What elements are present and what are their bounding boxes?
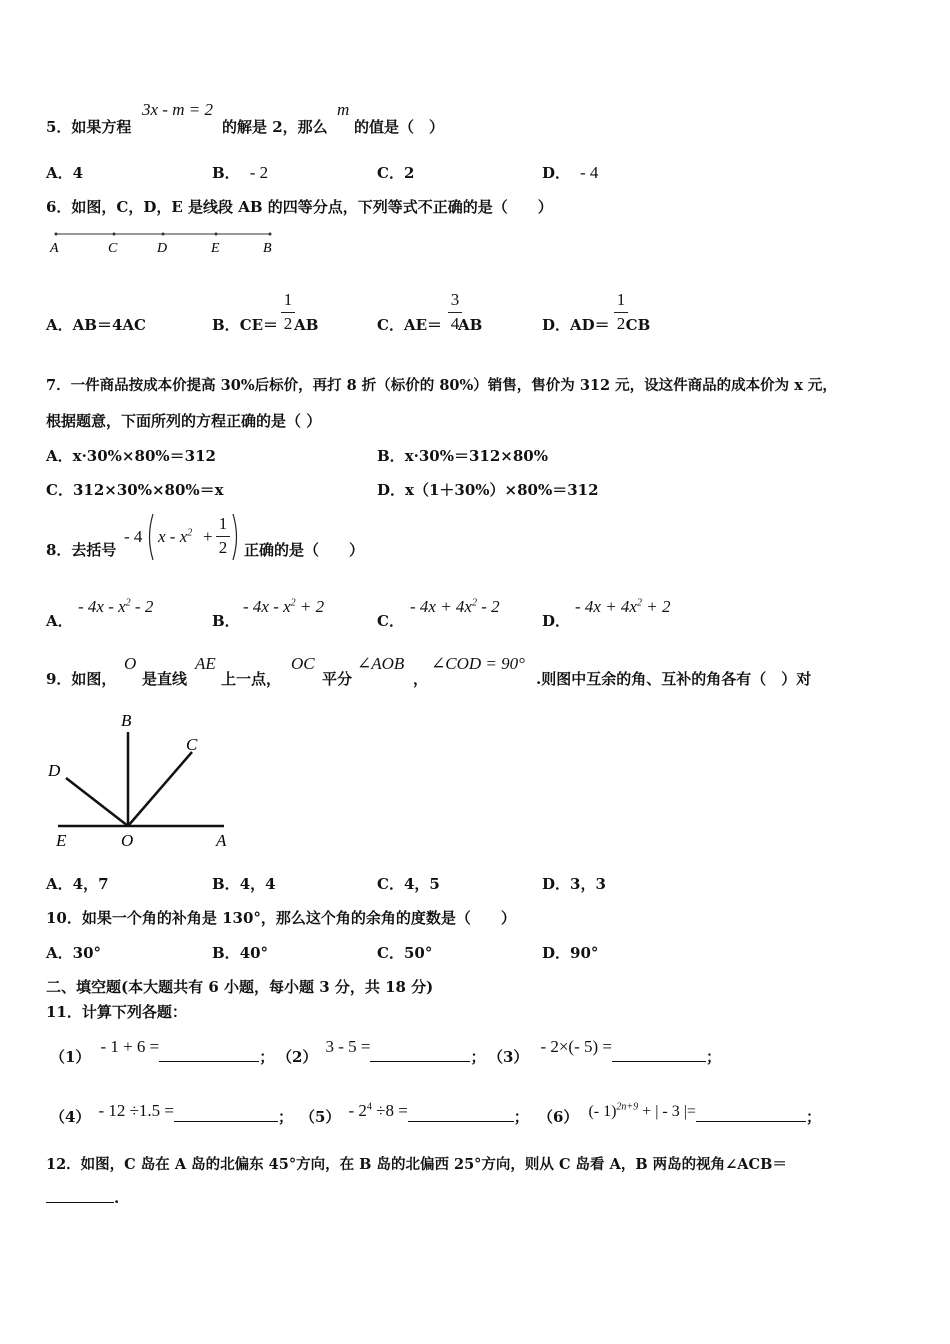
q11-item-3: （3）- 2×(- 5) =；: [488, 1037, 722, 1066]
q8-option-c-label: C．: [377, 612, 404, 630]
q9-angle-cod: ∠COD = 90°: [431, 654, 525, 673]
q6-c-frac-den: 4: [450, 314, 460, 333]
section-heading: 二、填空题(本大题共有 6 小题，每小题 3 分，共 18 分): [46, 978, 434, 996]
q5-stem-b: 的解是 2，那么: [222, 118, 328, 136]
q6-d-frac-bar: [614, 312, 628, 313]
point-e-dot: [215, 233, 218, 236]
label-d: D: [48, 761, 61, 780]
q6-c-frac-num: 3: [450, 290, 460, 309]
q10-stem: 10．如果一个角的补角是 130°，那么这个角的余角的度数是（ ）: [46, 909, 516, 927]
label-b: B: [121, 711, 132, 730]
q7-option-b: B．x·30%＝312×80%: [377, 447, 548, 465]
q8-right-paren: [231, 512, 241, 562]
q9-point-o: O: [124, 654, 137, 673]
q7-option-d: D．x（1＋30%）×80%＝312: [377, 481, 599, 499]
q8-option-d-label: D．: [542, 612, 571, 630]
q8-option-b-expr: - $4x - x^2 + 2$: [243, 597, 325, 616]
q8-frac-bar: [216, 536, 230, 537]
q11-item-2: （2）3 - 5 =；: [277, 1037, 486, 1066]
q6-option-b: B．CE＝ AB: [212, 316, 319, 334]
q10-option-a: A．30°: [46, 944, 102, 962]
q8-frac-num: 1: [218, 514, 228, 533]
q9-ray-oc: OC: [291, 654, 315, 673]
label-a: A: [216, 831, 227, 850]
q5-variable: m: [337, 100, 350, 119]
q7-option-c: C．312×30%×80%＝x: [46, 481, 224, 499]
q11-item-5: $(5) - 2^4 \div 8$ = ；: [300, 1101, 529, 1126]
point-b-label: B: [263, 241, 272, 256]
q10-option-c: C．50°: [377, 944, 433, 962]
q6-option-d: D．AD＝ CB: [542, 316, 651, 334]
point-d-dot: [162, 233, 165, 236]
point-a-dot: [55, 233, 58, 236]
q8-stem-a: 8．去括号: [46, 541, 117, 559]
q9-option-c: C．4，5: [377, 875, 440, 893]
label-o: O: [121, 831, 134, 850]
q9-stem-e: .则图中互余的角、互补的角各有（ ）对: [536, 670, 812, 688]
q9-option-d: D．3，3: [542, 875, 606, 893]
q8-option-a-expr: - $4x - x^2 - 2$: [78, 597, 154, 616]
q8-option-c-expr: - $4x + 4x^2 - 2$: [410, 597, 500, 616]
q6-segment-figure: [44, 224, 284, 260]
label-e: E: [56, 831, 67, 850]
q11-item-1: （1）- 1 + 6 =；: [50, 1037, 275, 1066]
q6-stem: 6．如图，C，D，E 是线段 AB 的四等分点，下列等式不正确的是（ ）: [46, 198, 553, 216]
q6-option-c: C．AE＝ AB: [377, 316, 483, 334]
q9-angle-figure: [44, 708, 244, 858]
q9-option-b: B．4，4: [212, 875, 276, 893]
q11-item-6: （6） (- 1)$^{2n+9}$ + | - 3 |= ；: [538, 1101, 821, 1126]
q6-d-frac-den: 2: [616, 314, 626, 333]
q5-option-c: C．2: [377, 164, 415, 182]
q9-stem-a: 9．如图，: [46, 670, 117, 688]
q8-expr-inner: x - $x^2$: [158, 527, 193, 546]
q9-stem-b: 是直线: [142, 670, 188, 688]
point-d-label: D: [157, 241, 168, 256]
q9-comma: ，: [413, 670, 429, 688]
q12-stem: 12．如图，C 岛在 A 岛的北偏东 45°方向，在 B 岛的北偏西 25°方向，则从 C 岛看 A，B 两岛的视角∠ACB＝: [46, 1156, 787, 1173]
q5-option-b: B． - 2: [212, 163, 269, 182]
q9-line-ae: AE: [195, 654, 216, 673]
q11-stem: 11．计算下列各题：: [46, 1003, 187, 1021]
q5-equation: 3x - m = 2: [142, 100, 213, 119]
q6-b-frac-den: 2: [283, 314, 293, 333]
q7-option-a: A．x·30%×80%＝312: [46, 447, 216, 465]
q5-stem-a: 5．如果方程: [46, 118, 132, 136]
q10-option-d: D．90°: [542, 944, 599, 962]
q6-option-a: A．AB＝4AC: [46, 316, 146, 334]
q8-frac-den: 2: [218, 538, 228, 557]
point-b-dot: [269, 233, 272, 236]
ray-od: [66, 778, 128, 826]
q10-option-b: B．40°: [212, 944, 269, 962]
point-c-label: C: [108, 241, 118, 256]
q8-expr-coef: - 4: [124, 527, 143, 546]
q6-b-frac-num: 1: [283, 290, 293, 309]
ray-oc: [128, 752, 192, 826]
point-a-label: A: [50, 241, 59, 256]
q9-stem-c: 上一点，: [221, 670, 282, 688]
q5-option-a: A．4: [46, 164, 84, 182]
q7-stem-line2: 根据题意，下面所列的方程正确的是（ ）: [46, 412, 322, 430]
label-c: C: [186, 735, 198, 754]
q12-answer-line: .: [46, 1188, 119, 1207]
q6-c-frac-bar: [448, 312, 462, 313]
q6-b-frac-bar: [281, 312, 295, 313]
q6-d-frac-num: 1: [616, 290, 626, 309]
q7-stem-line1: 7．一件商品按成本价提高 30%后标价，再打 8 折（标价的 80%）销售，售价为 312 元，设这件商品的成本价为 x 元，: [46, 377, 837, 394]
q9-angle-aob: ∠AOB: [357, 654, 405, 673]
q9-stem-d: 平分: [322, 670, 353, 688]
q11-item-4: （4） - 12 ÷1.5 = ；: [50, 1101, 294, 1126]
q9-option-a: A．4，7: [46, 875, 109, 893]
q8-option-d-expr: - $4x + 4x^2 + 2$: [575, 597, 671, 616]
q8-left-paren: [145, 512, 155, 562]
point-c-dot: [113, 233, 116, 236]
q8-stem-b: 正确的是（ ）: [244, 541, 365, 559]
q5-stem-c: 的值是（ ）: [354, 118, 445, 136]
q8-expr-plus: +: [203, 527, 213, 546]
q8-option-b-label: B．: [212, 612, 240, 630]
q5-option-d: D． - 4: [542, 163, 599, 182]
point-e-label: E: [211, 241, 220, 256]
q8-option-a-label: A．: [46, 612, 73, 630]
